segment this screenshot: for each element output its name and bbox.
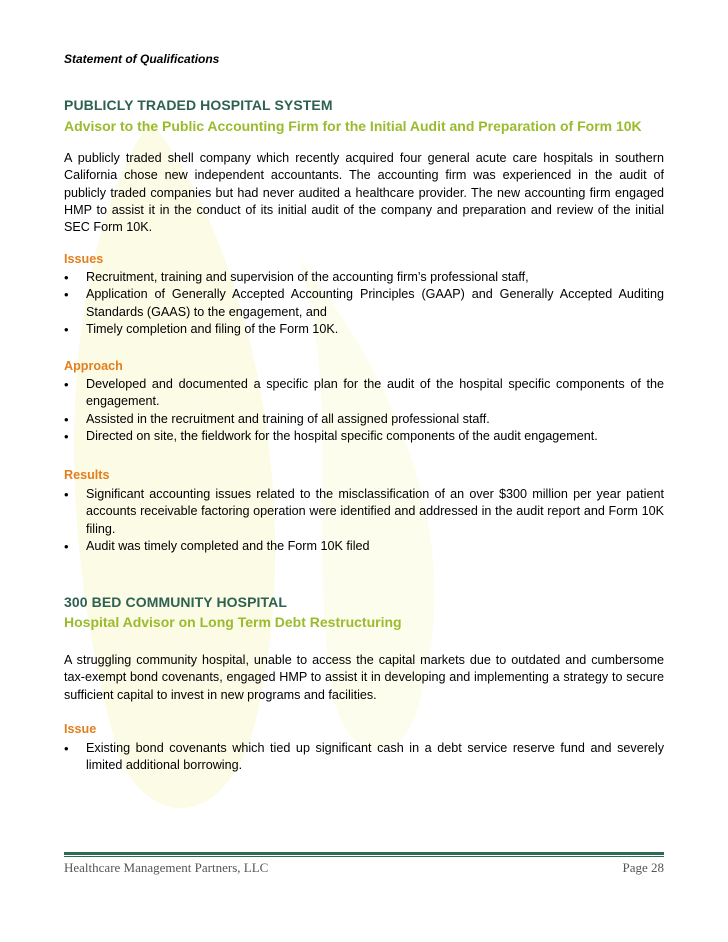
list-item: • Timely completion and filing of the Form 10K. [64,321,664,338]
approach-heading: Approach [64,359,123,373]
document-label: Statement of Qualifications [64,52,220,66]
issues-list [64,269,664,338]
section-title: PUBLICLY TRADED HOSPITAL SYSTEM [64,97,333,113]
section-intro: A struggling community hospital, unable to access the capital markets due to outdated and cumbersome tax-exempt bond covenants, engaged HMP to assist it in developing and implementing a strategy to secure sufficient capital to invest in new programs and facilities. [64,653,664,702]
list-item: • Developed and documented a specific plan for the audit of the hospital specific components of the engagement. [64,376,664,411]
results-heading: Results [64,468,110,482]
list-item: • Significant accounting issues related to the misclassification of an over $300 million per year patient accounts receivable factoring operation were identified and addressed in the audit report and Form 10K filing. [64,486,664,538]
list-item: • Recruitment, training and supervision of the accounting firm’s professional staff, [64,269,664,286]
footer-page-number: Page 28 [622,860,664,875]
list-item: • Existing bond covenants which tied up significant cash in a debt service reserve fund and severely limited additional borrowing. [64,740,664,775]
issue-list [64,740,664,775]
section-intro: A publicly traded shell company which recently acquired four general acute care hospitals in southern California chose new independent accountants. The accounting firm was experienced in the audit of publicly traded companies but had never audited a healthcare provider. The new accounting firm engaged HMP to assist it in the conduct of its initial audit of the company and preparation and review of the initial SEC Form 10K. [64,151,664,235]
approach-list [64,376,664,445]
footer-divider-thin [64,856,664,857]
results-list [64,486,664,555]
list-item: • Directed on site, the fieldwork for the hospital specific components of the audit engagement. [64,428,664,445]
footer-company: Healthcare Management Partners, LLC [64,860,269,875]
list-item: • Audit was timely completed and the Form 10K filed [64,538,664,555]
footer-divider [64,852,664,855]
list-item: • Assisted in the recruitment and training of all assigned professional staff. [64,411,664,428]
section-subtitle: Advisor to the Public Accounting Firm for the Initial Audit and Preparation of Form 10K [64,118,642,134]
section-subtitle: Hospital Advisor on Long Term Debt Restructuring [64,614,402,630]
issues-heading: Issues [64,252,104,266]
list-item: • Application of Generally Accepted Accounting Principles (GAAP) and Generally Accepted Auditing Standards (GAAS) to the engagement, and [64,286,664,321]
issue-heading: Issue [64,722,97,736]
section-title: 300 BED COMMUNITY HOSPITAL [64,594,287,610]
